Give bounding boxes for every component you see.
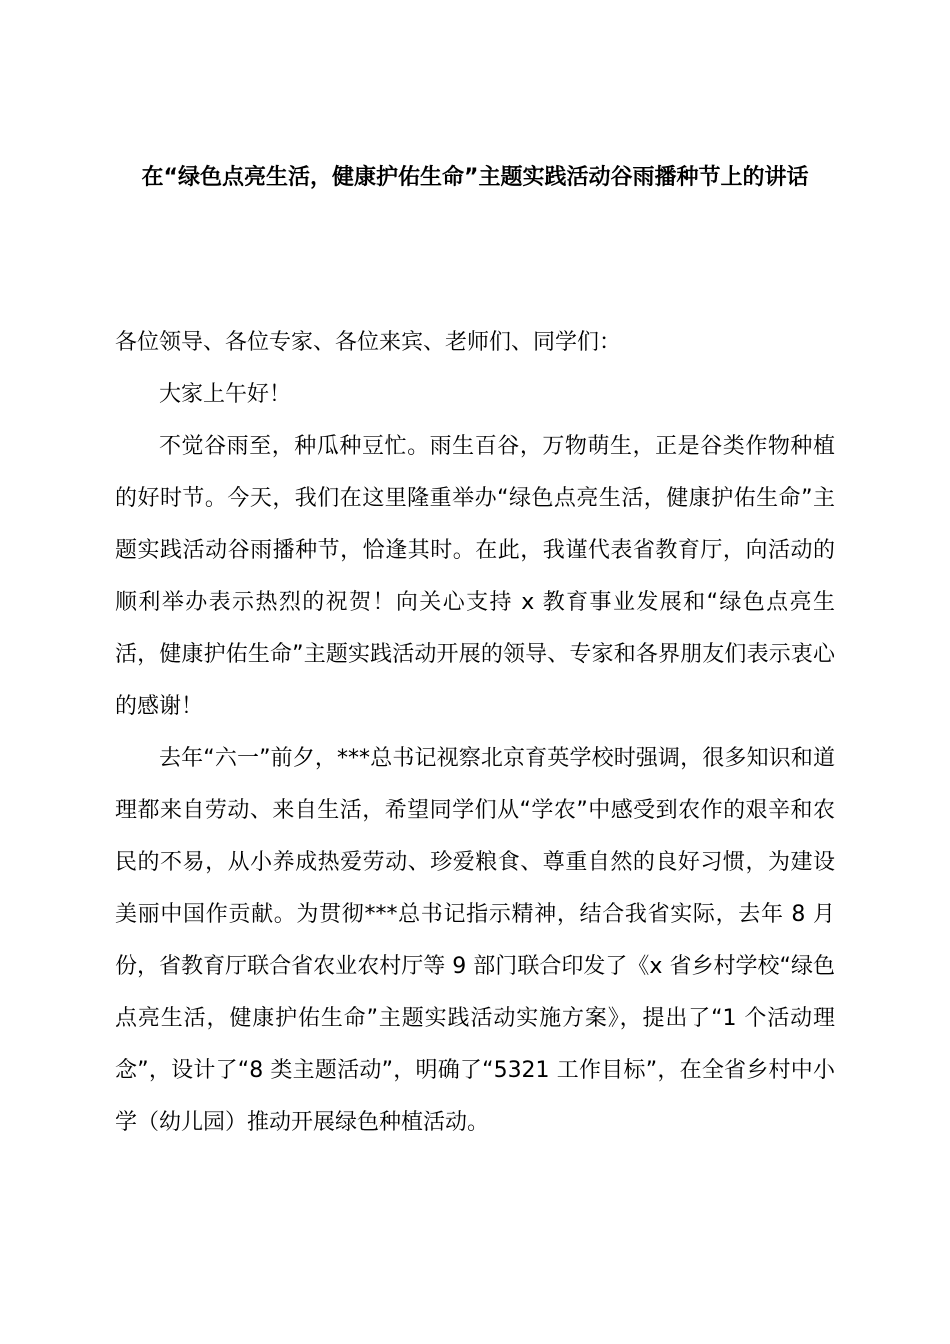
paragraph-background: 去年“六一”前夕，***总书记视察北京育英学校时强调，很多知识和道理都来自劳动、来自生活，希望同学们从“学农”中感受到农作的艰辛和农民的不易，从小养成热爱劳动、珍爱粮食、尊重自然的良好习惯，为建设美丽中国作贡献。为贯彻***总书记指示精神，结合我省实际，去年 8 月份，省教育厅联合省农业农村厅等 9 部门联合印发了《x 省乡村学校“绿色点亮生活，健康护佑生命”主题实践活动实施方案》，提出了“1 个活动理念”，设计了“8 类主题活动”，明确了“5321 工作目标”，在全省乡村中小学（幼儿园）推动开展绿色种植活动。 [115,746,835,1135]
document-body [115,369,835,1149]
salutation: 各位领导、各位专家、各位来宾、老师们、同学们： [115,330,622,355]
paragraph-opening: 不觉谷雨至，种瓜种豆忙。雨生百谷，万物萌生，正是谷类作物种植的好时节。今天，我们在这里隆重举办“绿色点亮生活，健康护佑生命”主题实践活动谷雨播种节，恰逢其时。在此，我谨代表省教育厅，向活动的顺利举办表示热烈的祝贺！向关心支持 x 教育事业发展和“绿色点亮生活，健康护佑生命”主题实践活动开展的领导、专家和各界朋友们表示衷心的感谢！ [115,434,835,719]
paragraph-greeting: 大家上午好！ [159,382,292,407]
document-title: 在“绿色点亮生活，健康护佑生命”主题实践活动谷雨播种节上的讲话 [141,165,809,190]
